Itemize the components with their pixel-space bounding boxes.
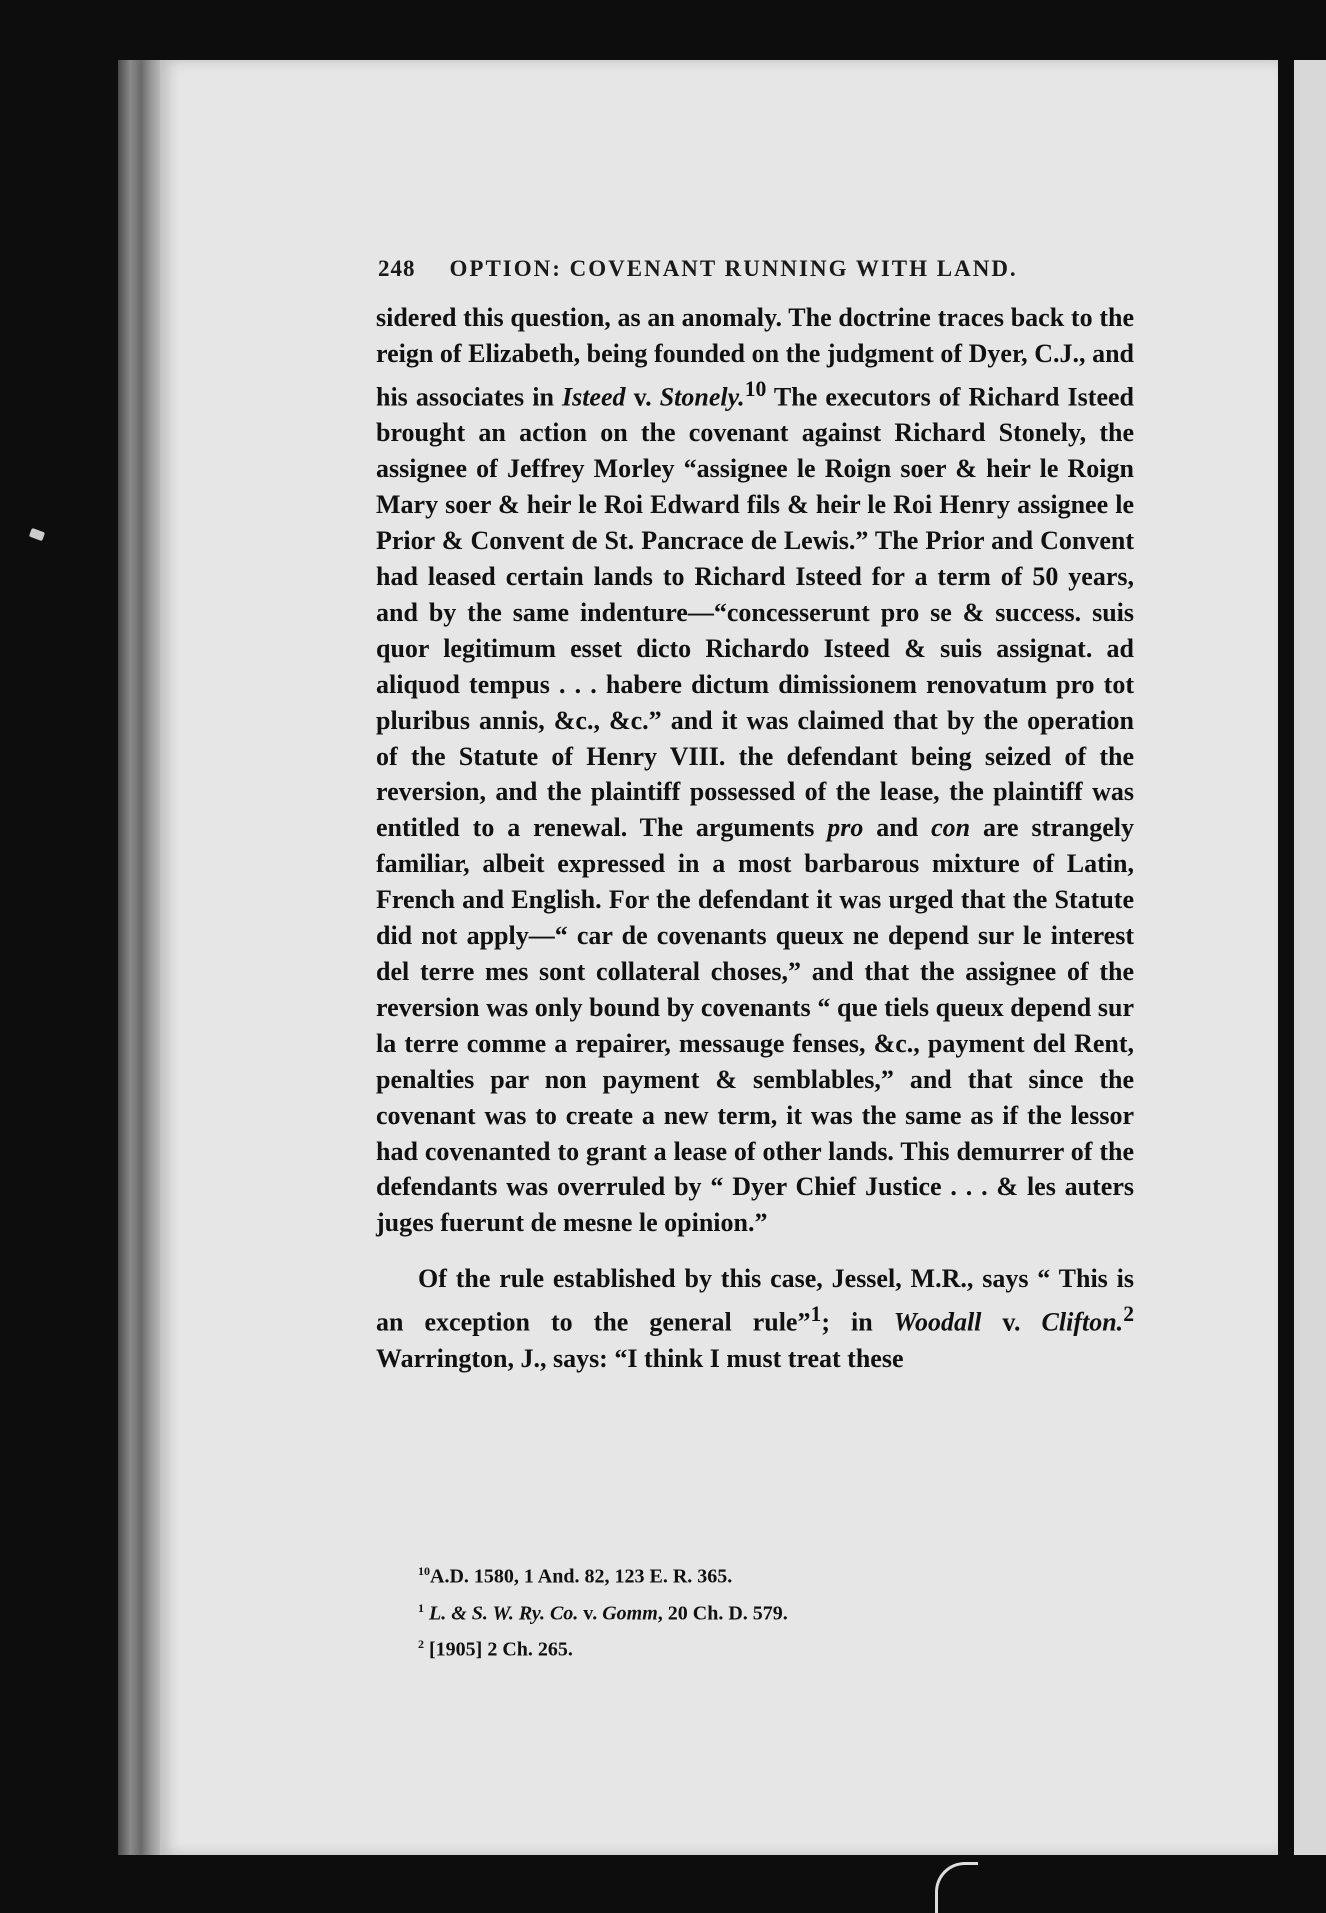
- case-name: Gomm: [602, 1602, 658, 1625]
- scan-artifact-mark: [29, 528, 45, 541]
- text-run: v.: [981, 1307, 1042, 1337]
- footnote-ref: 2: [1123, 1302, 1135, 1327]
- running-header: [378, 256, 1138, 282]
- text-run: and: [863, 813, 932, 843]
- footnote: [418, 1556, 1118, 1593]
- italic-term: con: [931, 813, 971, 843]
- footnote-ref: 1: [810, 1302, 822, 1327]
- text-run: Of the rule established by this case, Jessel, M.R., says “ This is an exception to the general rule”: [376, 1264, 1134, 1337]
- case-name: Isteed: [561, 382, 626, 412]
- text-run: are strangely familiar, albeit expressed in a most barbarous mixture of Latin, French and English. For the defendant it was urged that the Statute did not apply—“ car de covenants queux ne depend sur le interest del terre mes sont collateral choses,” and that the assignee of the reversion was only bound by covenants “ que tiels queux depend sur la terre comme a repairer, messauge fenses, &c., payment del Rent, penalties par non payment & semblables,” and that since the covenant was to create a new term, it was the same as if the lessor had covenanted to grant a lease of other lands. This demurrer of the defendants was overruled by “ Dyer Chief Justice . . . & les auters juges fuerunt de mesne le opinion.”: [376, 813, 1135, 1238]
- running-title: OPTION: COVENANT RUNNING WITH LAND.: [449, 256, 1018, 281]
- footnote: [418, 1629, 1118, 1666]
- page-number: 248: [378, 256, 416, 281]
- footnote-marker: 10: [418, 1564, 430, 1578]
- text-run: The executors of Richard Isteed brought an action on the covenant against Richard Stonely, the assignee of Jeffrey Morley “assignee le Roign soer & heir le Roign Mary soer & heir le Roi Edward fils & heir le Roi Henry assignee le Prior & Convent de St. Pancrace de Lewis.” The Prior and Convent had leased certain lands to Richard Isteed for a term of 50 years, and by the same indenture—“concesserunt pro se & success. suis quor legitimum esset dicto Richardo Isteed & suis assignat. ad aliquod tempus . . . habere dictum dimissionem renovatum pro tot pluribus annis, &c., &c.” and it was claimed that by the operation of the Statute of Henry VIII. the defendant being seized of the reversion, and the plaintiff possessed of the lease, the plaintiff was entitled to a renewal. The arguments: [376, 382, 1134, 843]
- text-run: ; in: [821, 1307, 894, 1337]
- scan-artifact-curve: [935, 1862, 978, 1913]
- footnote-text: , 20 Ch. D. 579.: [657, 1602, 788, 1625]
- book-gutter: [118, 60, 160, 1855]
- footnote-text: [1905] 2 Ch. 265.: [429, 1638, 573, 1661]
- case-name: L. & S. W. Ry. Co.: [429, 1602, 579, 1625]
- facing-page-edge: [1294, 60, 1326, 1855]
- footnote: [418, 1593, 1118, 1630]
- paragraph-2: [376, 1261, 1134, 1376]
- case-name: Stonely.: [659, 382, 745, 412]
- footnote-text: v.: [578, 1602, 603, 1625]
- page-edge-shadow: [1278, 60, 1294, 1855]
- body-text: [376, 300, 1134, 1377]
- italic-term: pro: [827, 813, 864, 843]
- footnote-marker: 2: [418, 1637, 424, 1652]
- footnote-marker: 1: [418, 1600, 424, 1615]
- text-run: sidered this question, as an anomaly. The doctrine traces back to the reign of Elizabeth, being founded on the judgment of Dyer, C.J., and his associates in: [376, 303, 1134, 412]
- footnote-text: A.D. 1580, 1 And. 82, 123 E. R. 365.: [430, 1565, 733, 1588]
- text-run: v.: [625, 382, 660, 412]
- footnotes: [418, 1556, 1118, 1666]
- case-name: Woodall: [893, 1307, 982, 1337]
- paragraph-1: [376, 300, 1134, 1241]
- text-run: Warrington, J., says: “I think I must treat these: [376, 1343, 904, 1373]
- footnote-ref: 10: [744, 376, 767, 401]
- case-name: Clifton.: [1041, 1307, 1124, 1337]
